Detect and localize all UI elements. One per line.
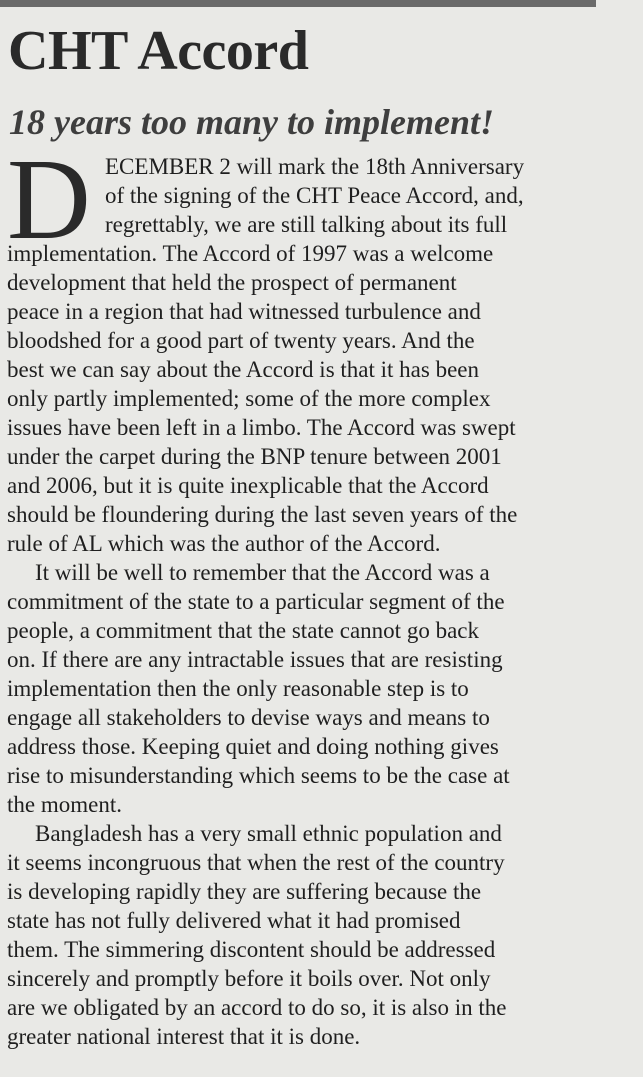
text-line: Bangladesh has a very small ethnic population and [35,821,502,846]
text-line: issues have been left in a limbo. The Accord was swept [7,415,516,440]
text-line: under the carpet during the BNP tenure between 2001 [7,444,502,469]
top-rule [0,0,596,7]
text-line: commitment of the state to a particular segment of the [7,589,505,614]
paragraph-3 [7,819,639,1051]
text-line: regrettably, we are still talking about its full [105,212,508,237]
text-line: bloodshed for a good part of twenty years. And the [7,328,475,353]
text-line: the moment. [7,792,122,817]
paragraph-1 [7,152,639,558]
text-line: implementation. The Accord of 1997 was a welcome [7,241,494,266]
text-line: of the signing of the CHT Peace Accord, and, [105,183,524,208]
text-line: It will be well to remember that the Accord was a [35,560,490,585]
text-line: and 2006, but it is quite inexplicable that the Accord [7,473,489,498]
text-line: should be floundering during the last seven years of the [7,502,518,527]
text-line: greater national interest that it is done. [7,1024,361,1049]
text-line: people, a commitment that the state cannot go back [7,618,479,643]
text-line: ECEMBER 2 will mark the 18th Anniversary [105,154,525,179]
text-line: peace in a region that had witnessed turbulence and [7,299,481,324]
text-line: them. The simmering discontent should be addressed [7,937,496,962]
text-line: it seems incongruous that when the rest of the country [7,850,505,875]
subheadline: 18 years too many to implement! [9,102,494,142]
text-line: rule of AL which was the author of the Accord. [7,531,441,556]
text-line: development that held the prospect of permanent [7,270,457,295]
paragraph-2 [7,558,639,819]
text-line: address those. Keeping quiet and doing nothing gives [7,734,499,759]
text-line: best we can say about the Accord is that it has been [7,357,479,382]
text-line: sincerely and promptly before it boils over. Not only [7,966,491,991]
text-line: rise to misunderstanding which seems to be the case at [7,763,510,788]
headline: CHT Accord [8,20,309,82]
drop-cap: D [7,136,91,264]
text-line: engage all stakeholders to devise ways and means to [7,705,490,730]
text-line: state has not fully delivered what it had promised [7,908,461,933]
text-line: on. If there are any intractable issues that are resisting [7,647,503,672]
article-body [7,136,639,1051]
text-line: implementation then the only reasonable step is to [7,676,469,701]
text-line: only partly implemented; some of the more complex [7,386,491,411]
text-line: is developing rapidly they are suffering because the [7,879,482,904]
text-line: are we obligated by an accord to do so, it is also in the [7,995,507,1020]
